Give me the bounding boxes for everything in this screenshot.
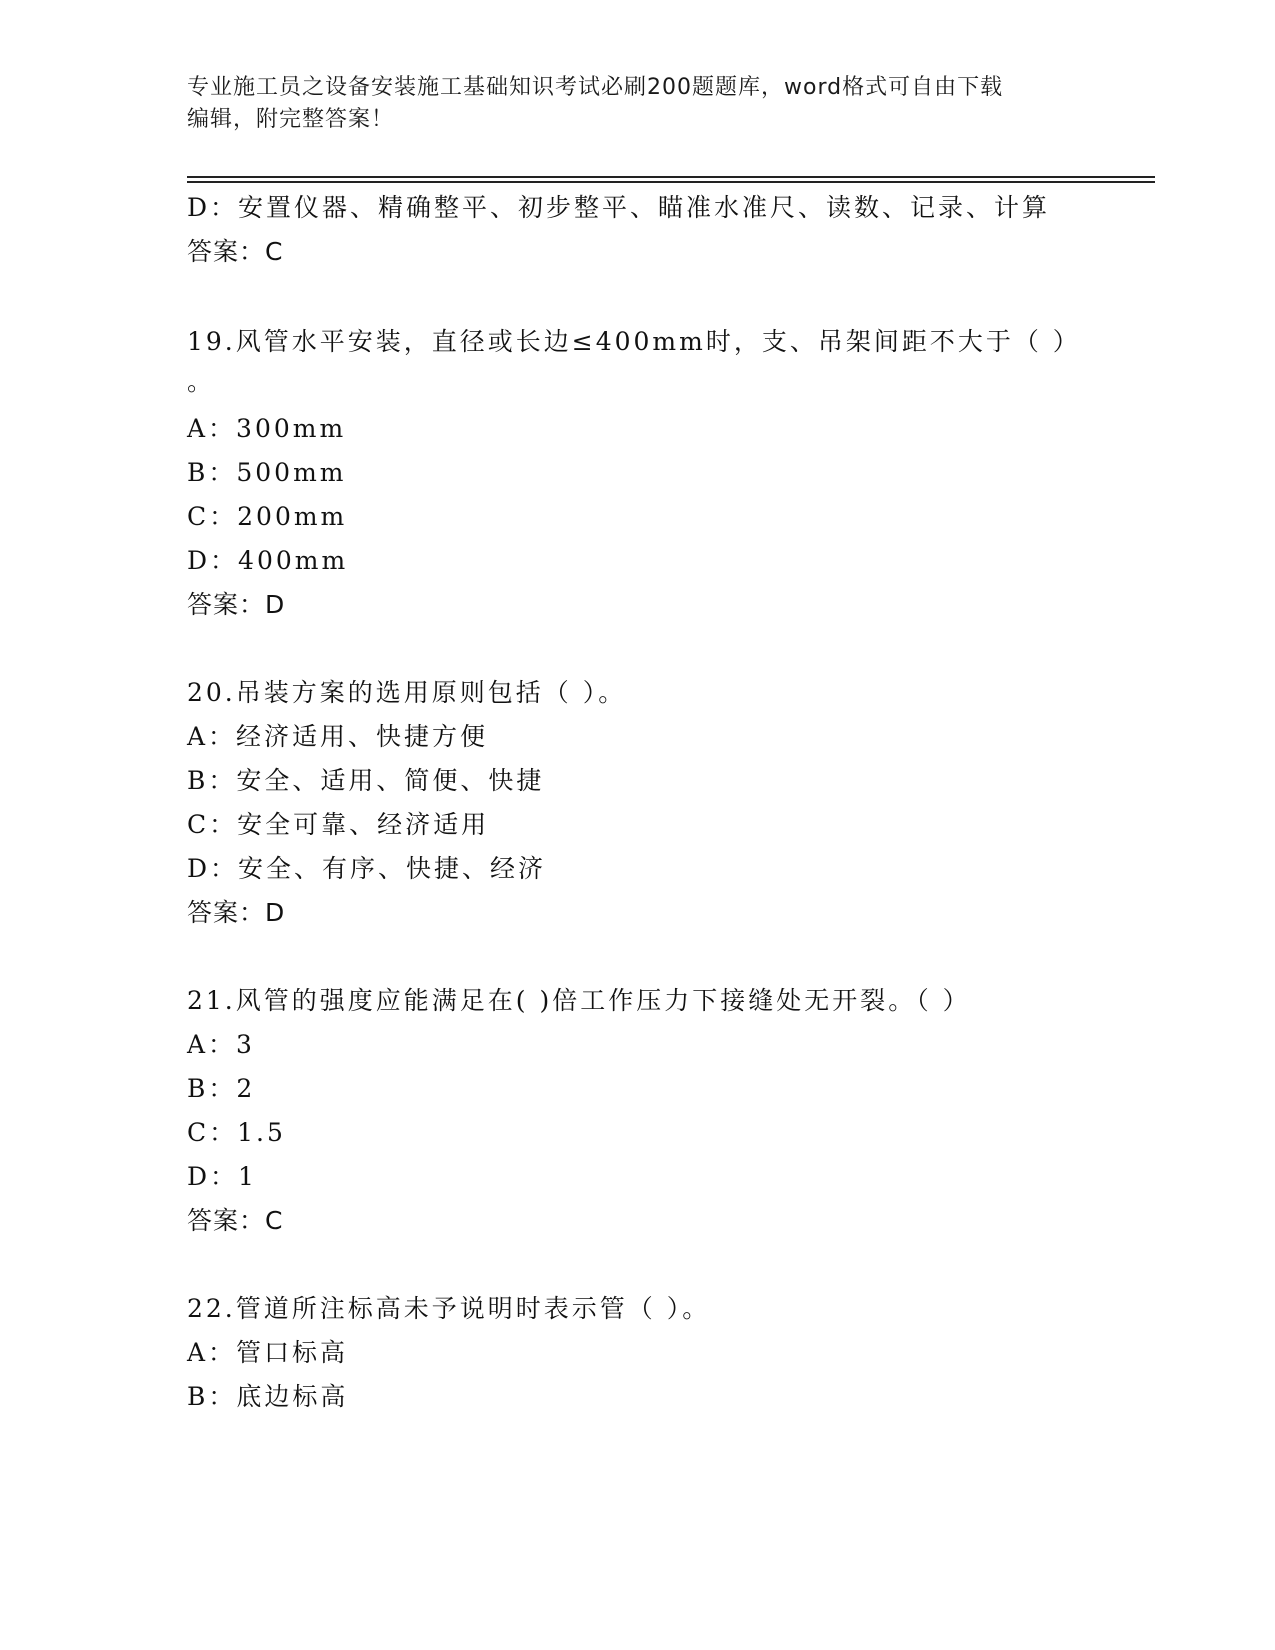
q19-option-b: B：500mm: [187, 458, 347, 487]
document-header: [187, 72, 1067, 136]
q20-option-a: A：经济适用、快捷方便: [187, 722, 489, 751]
q19-answer: 答案：D: [187, 590, 286, 619]
q21-stem: 21.风管的强度应能满足在( )倍工作压力下接缝处无开裂。（ ）: [187, 986, 971, 1015]
prev-option-d: D：安置仪器、精确整平、初步整平、瞄准水准尺、读数、记录、计算: [187, 193, 1051, 222]
q22-option-a: A：管口标高: [187, 1338, 349, 1367]
q22-stem: 22.管道所注标高未予说明时表示管（ ）。: [187, 1294, 711, 1323]
q19-stem: 19.风管水平安装，直径或长边≤400mm时，支、吊架间距不大于（ ）: [187, 327, 1081, 356]
q20-option-b: B：安全、适用、简便、快捷: [187, 766, 545, 795]
q20-option-d: D：安全、有序、快捷、经济: [187, 854, 547, 883]
q19-option-d: D：400mm: [187, 546, 349, 575]
q21-option-a: A：3: [187, 1030, 255, 1059]
q19-stem-continued: 。: [187, 367, 216, 396]
header-divider-top: [187, 176, 1155, 178]
q22-option-b: B：底边标高: [187, 1382, 349, 1411]
header-divider-bottom: [187, 181, 1155, 183]
q21-answer: 答案：C: [187, 1206, 284, 1235]
header-line-2: 编辑，附完整答案！: [187, 107, 395, 132]
q20-option-c: C：安全可靠、经济适用: [187, 810, 490, 839]
header-line-1: 专业施工员之设备安装施工基础知识考试必刷200题题库，word格式可自由下载: [187, 75, 1004, 100]
q20-stem: 20.吊装方案的选用原则包括（ ）。: [187, 678, 627, 707]
q19-option-c: C：200mm: [187, 502, 348, 531]
q21-option-b: B：2: [187, 1074, 256, 1103]
q21-option-d: D：1: [187, 1162, 257, 1191]
prev-answer: 答案：C: [187, 237, 284, 266]
q19-option-a: A：300mm: [187, 414, 347, 443]
q21-option-c: C：1.5: [187, 1118, 286, 1147]
q20-answer: 答案：D: [187, 898, 286, 927]
